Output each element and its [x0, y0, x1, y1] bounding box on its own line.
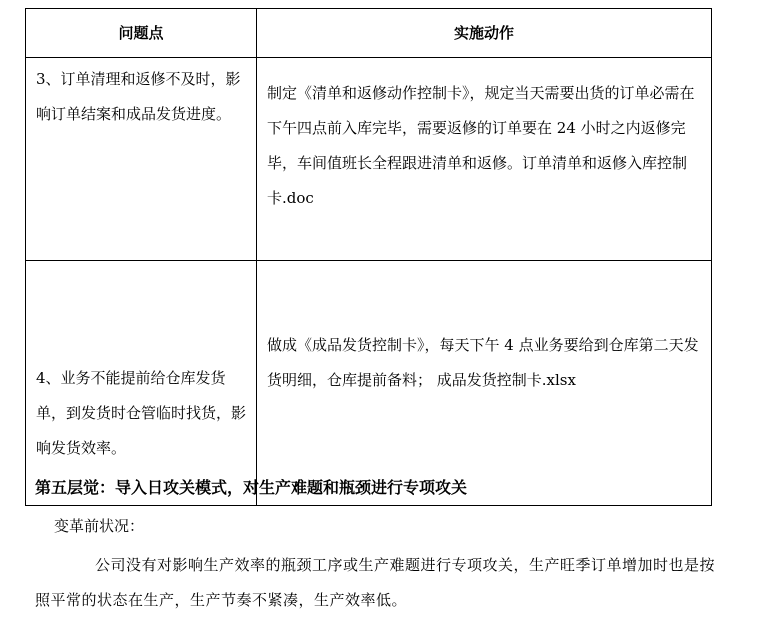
table-row — [26, 58, 712, 261]
section-subheading: 变革前状况： — [54, 517, 145, 535]
action-cell: 制定《清单和返修动作控制卡》，规定当天需要出货的订单必需在下午四点前入库完毕，需要返修的订单要在 24 小时之内返修完毕，车间值班长全程跟进清单和返修。订单清单和返修入库控制卡.doc — [257, 58, 712, 261]
section-paragraph: 公司没有对影响生产效率的瓶颈工序或生产难题进行专项攻关，生产旺季订单增加时也是按照平常的状态在生产，生产节奏不紧凑，生产效率低。 — [35, 556, 716, 609]
problem-action-table — [25, 8, 712, 506]
problem-cell: 3、订单清理和返修不及时，影响订单结案和成品发货进度。 — [26, 58, 257, 261]
table-row — [26, 261, 712, 506]
action-cell: 做成《成品发货控制卡》，每天下午 4 点业务要给到仓库第二天发货明细，仓库提前备料； 成品发货控制卡.xlsx — [257, 261, 712, 506]
table-header-row — [26, 9, 712, 58]
header-action: 实施动作 — [257, 9, 712, 58]
section-heading: 第五层觉：导入日攻关模式，对生产难题和瓶颈进行专项攻关 — [35, 478, 468, 497]
header-problem: 问题点 — [26, 9, 257, 58]
problem-cell: 4、业务不能提前给仓库发货单，到发货时仓管临时找货，影响发货效率。 — [26, 261, 257, 506]
